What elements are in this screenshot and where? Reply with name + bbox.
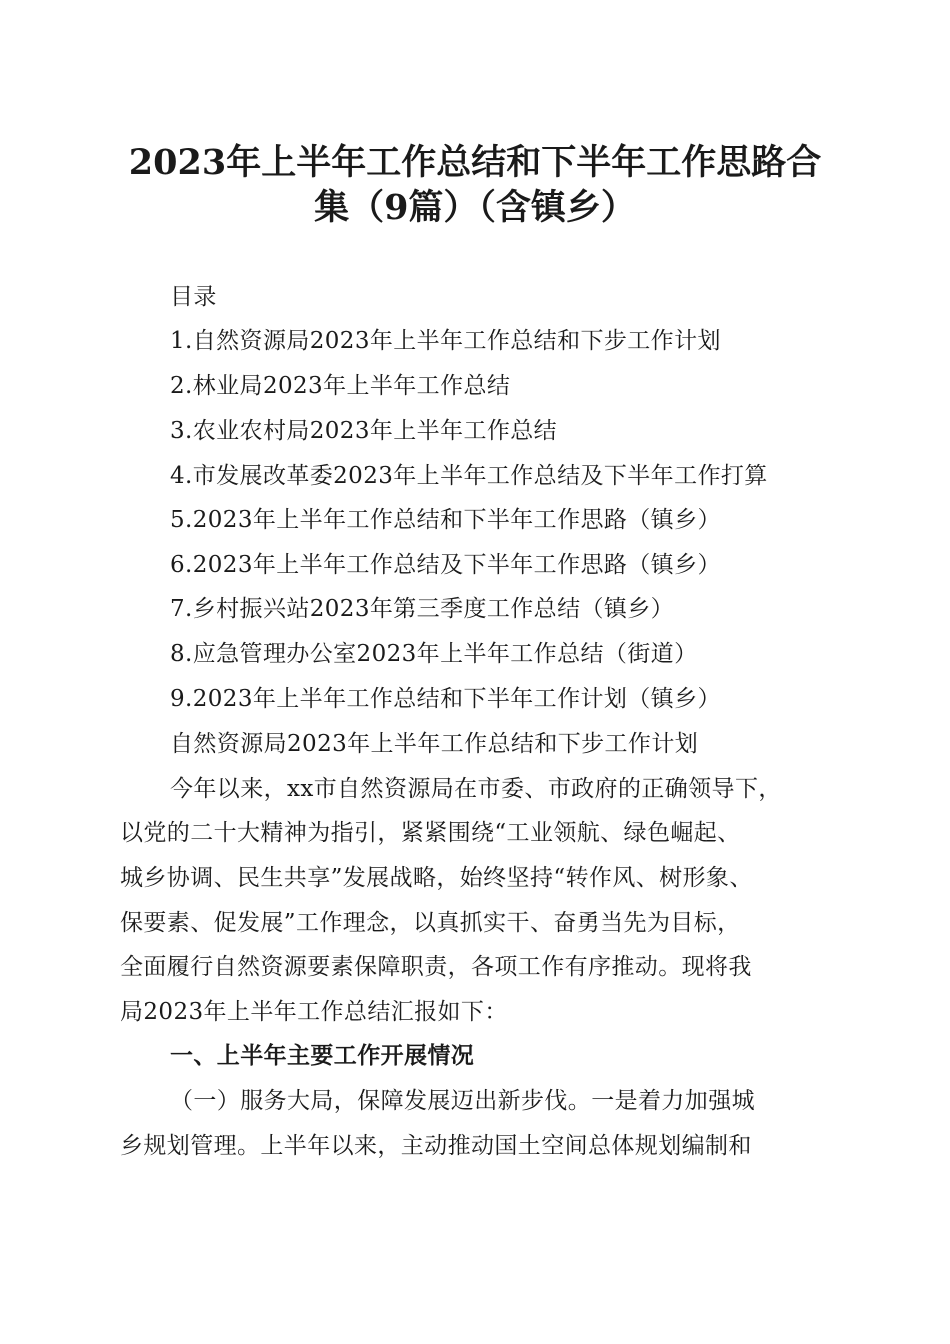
- toc-item: 8.应急管理办公室2023年上半年工作总结（街道）: [170, 641, 698, 667]
- toc-item: 5.2023年上半年工作总结和下半年工作思路（镇乡）: [170, 507, 721, 533]
- paragraph-line: 以党的二十大精神为指引，紧紧围绕“工业领航、绿色崛起、: [120, 820, 741, 846]
- toc-item: 9.2023年上半年工作总结和下半年工作计划（镇乡）: [170, 686, 721, 712]
- section-heading: 一、上半年主要工作开展情况: [170, 1043, 475, 1069]
- toc-item: 4.市发展改革委2023年上半年工作总结及下半年工作打算: [170, 463, 768, 489]
- paragraph-line: 乡规划管理。上半年以来，主动推动国土空间总体规划编制和: [120, 1133, 752, 1159]
- paragraph-line: 今年以来，xx市自然资源局在市委、市政府的正确领导下，: [170, 776, 782, 802]
- document-title-line-2: 集（9篇）（含镇乡）: [314, 187, 636, 228]
- toc-item: 7.乡村振兴站2023年第三季度工作总结（镇乡）: [170, 596, 675, 622]
- paragraph-line: 全面履行自然资源要素保障职责，各项工作有序推动。现将我: [120, 954, 752, 980]
- section-title: 自然资源局2023年上半年工作总结和下步工作计划: [170, 731, 699, 757]
- paragraph-line: 城乡协调、民生共享”发展战略，始终坚持“转作风、树形象、: [120, 865, 753, 891]
- paragraph-line: 局2023年上半年工作总结汇报如下：: [120, 999, 508, 1025]
- toc-item: 3.农业农村局2023年上半年工作总结: [170, 418, 558, 444]
- document-title-line-1: 2023年上半年工作总结和下半年工作思路合: [128, 142, 822, 183]
- toc-item: 2.林业局2023年上半年工作总结: [170, 373, 511, 399]
- toc-item: 6.2023年上半年工作总结及下半年工作思路（镇乡）: [170, 552, 721, 578]
- paragraph-line: 保要素、促发展”工作理念，以真抓实干、奋勇当先为目标，: [120, 910, 741, 936]
- toc-heading: 目录: [170, 284, 217, 310]
- toc-item: 1.自然资源局2023年上半年工作总结和下步工作计划: [170, 328, 721, 354]
- paragraph-line: （一）服务大局，保障发展迈出新步伐。一是着力加强城: [170, 1088, 755, 1114]
